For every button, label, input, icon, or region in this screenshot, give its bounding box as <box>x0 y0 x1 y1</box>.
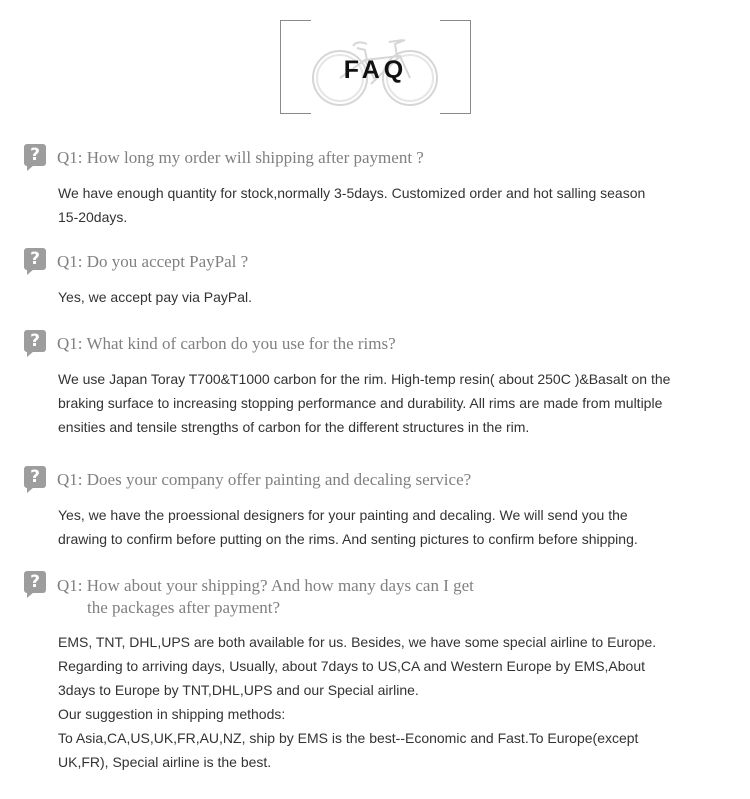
answer-line: We use Japan Toray T700&T1000 carbon for the rim. High-temp resin( about 250C )&Basalt on the <box>58 371 671 387</box>
question-mark-icon: ? <box>24 248 46 270</box>
answer-line: Yes, we accept pay via PayPal. <box>58 289 253 305</box>
question-text: Q1: Does your company offer painting and decaling service? <box>57 470 472 489</box>
answer-text <box>58 285 738 309</box>
answer-line: EMS, TNT, DHL,UPS are both available for us. Besides, we have some special airline to Europe. <box>58 634 657 650</box>
answer-line: Regarding to arriving days, Usually, about 7days to US,CA and Western Europe by EMS,About <box>58 658 646 674</box>
question-text <box>57 575 474 619</box>
answer-line: 3days to Europe by TNT,DHL,UPS and our Special airline. <box>58 682 419 698</box>
question-text: Q1: How long my order will shipping after payment ? <box>57 148 424 167</box>
answer-text <box>58 630 738 774</box>
answer-line: ensities and tensile strengths of carbon for the different structures in the rim. <box>58 419 530 435</box>
question-mark-icon: ? <box>24 466 46 488</box>
answer-line: UK,FR), Special airline is the best. <box>58 754 272 770</box>
faq-title: FAQ <box>343 56 408 84</box>
faq-header <box>280 20 471 114</box>
question-text: Q1: What kind of carbon do you use for the rims? <box>57 334 396 353</box>
question-mark-icon: ? <box>24 330 46 352</box>
answer-text <box>58 367 738 439</box>
question-text: Q1: Do you accept PayPal ? <box>57 252 249 271</box>
answer-line: braking surface to increasing stopping performance and durability. All rims are made from multiple <box>58 395 663 411</box>
answer-text <box>58 503 738 551</box>
answer-line: To Asia,CA,US,UK,FR,AU,NZ, ship by EMS is the best--Economic and Fast.To Europe(except <box>58 730 639 746</box>
answer-line: Yes, we have the proessional designers for your painting and decaling. We will send you the <box>58 507 628 523</box>
question-mark-icon: ? <box>24 571 46 593</box>
question-mark-icon: ? <box>24 144 46 166</box>
question-line: Q1: How about your shipping? And how many days can I get <box>57 576 474 595</box>
answer-line: drawing to confirm before putting on the rims. And senting pictures to confirm before shipping. <box>58 531 638 547</box>
answer-line: We have enough quantity for stock,normally 3-5days. Customized order and hot salling season <box>58 185 646 201</box>
question-line-continued: the packages after payment? <box>87 598 281 617</box>
answer-line: Our suggestion in shipping methods: <box>58 706 286 722</box>
answer-text <box>58 181 738 229</box>
answer-line: 15-20days. <box>58 209 128 225</box>
